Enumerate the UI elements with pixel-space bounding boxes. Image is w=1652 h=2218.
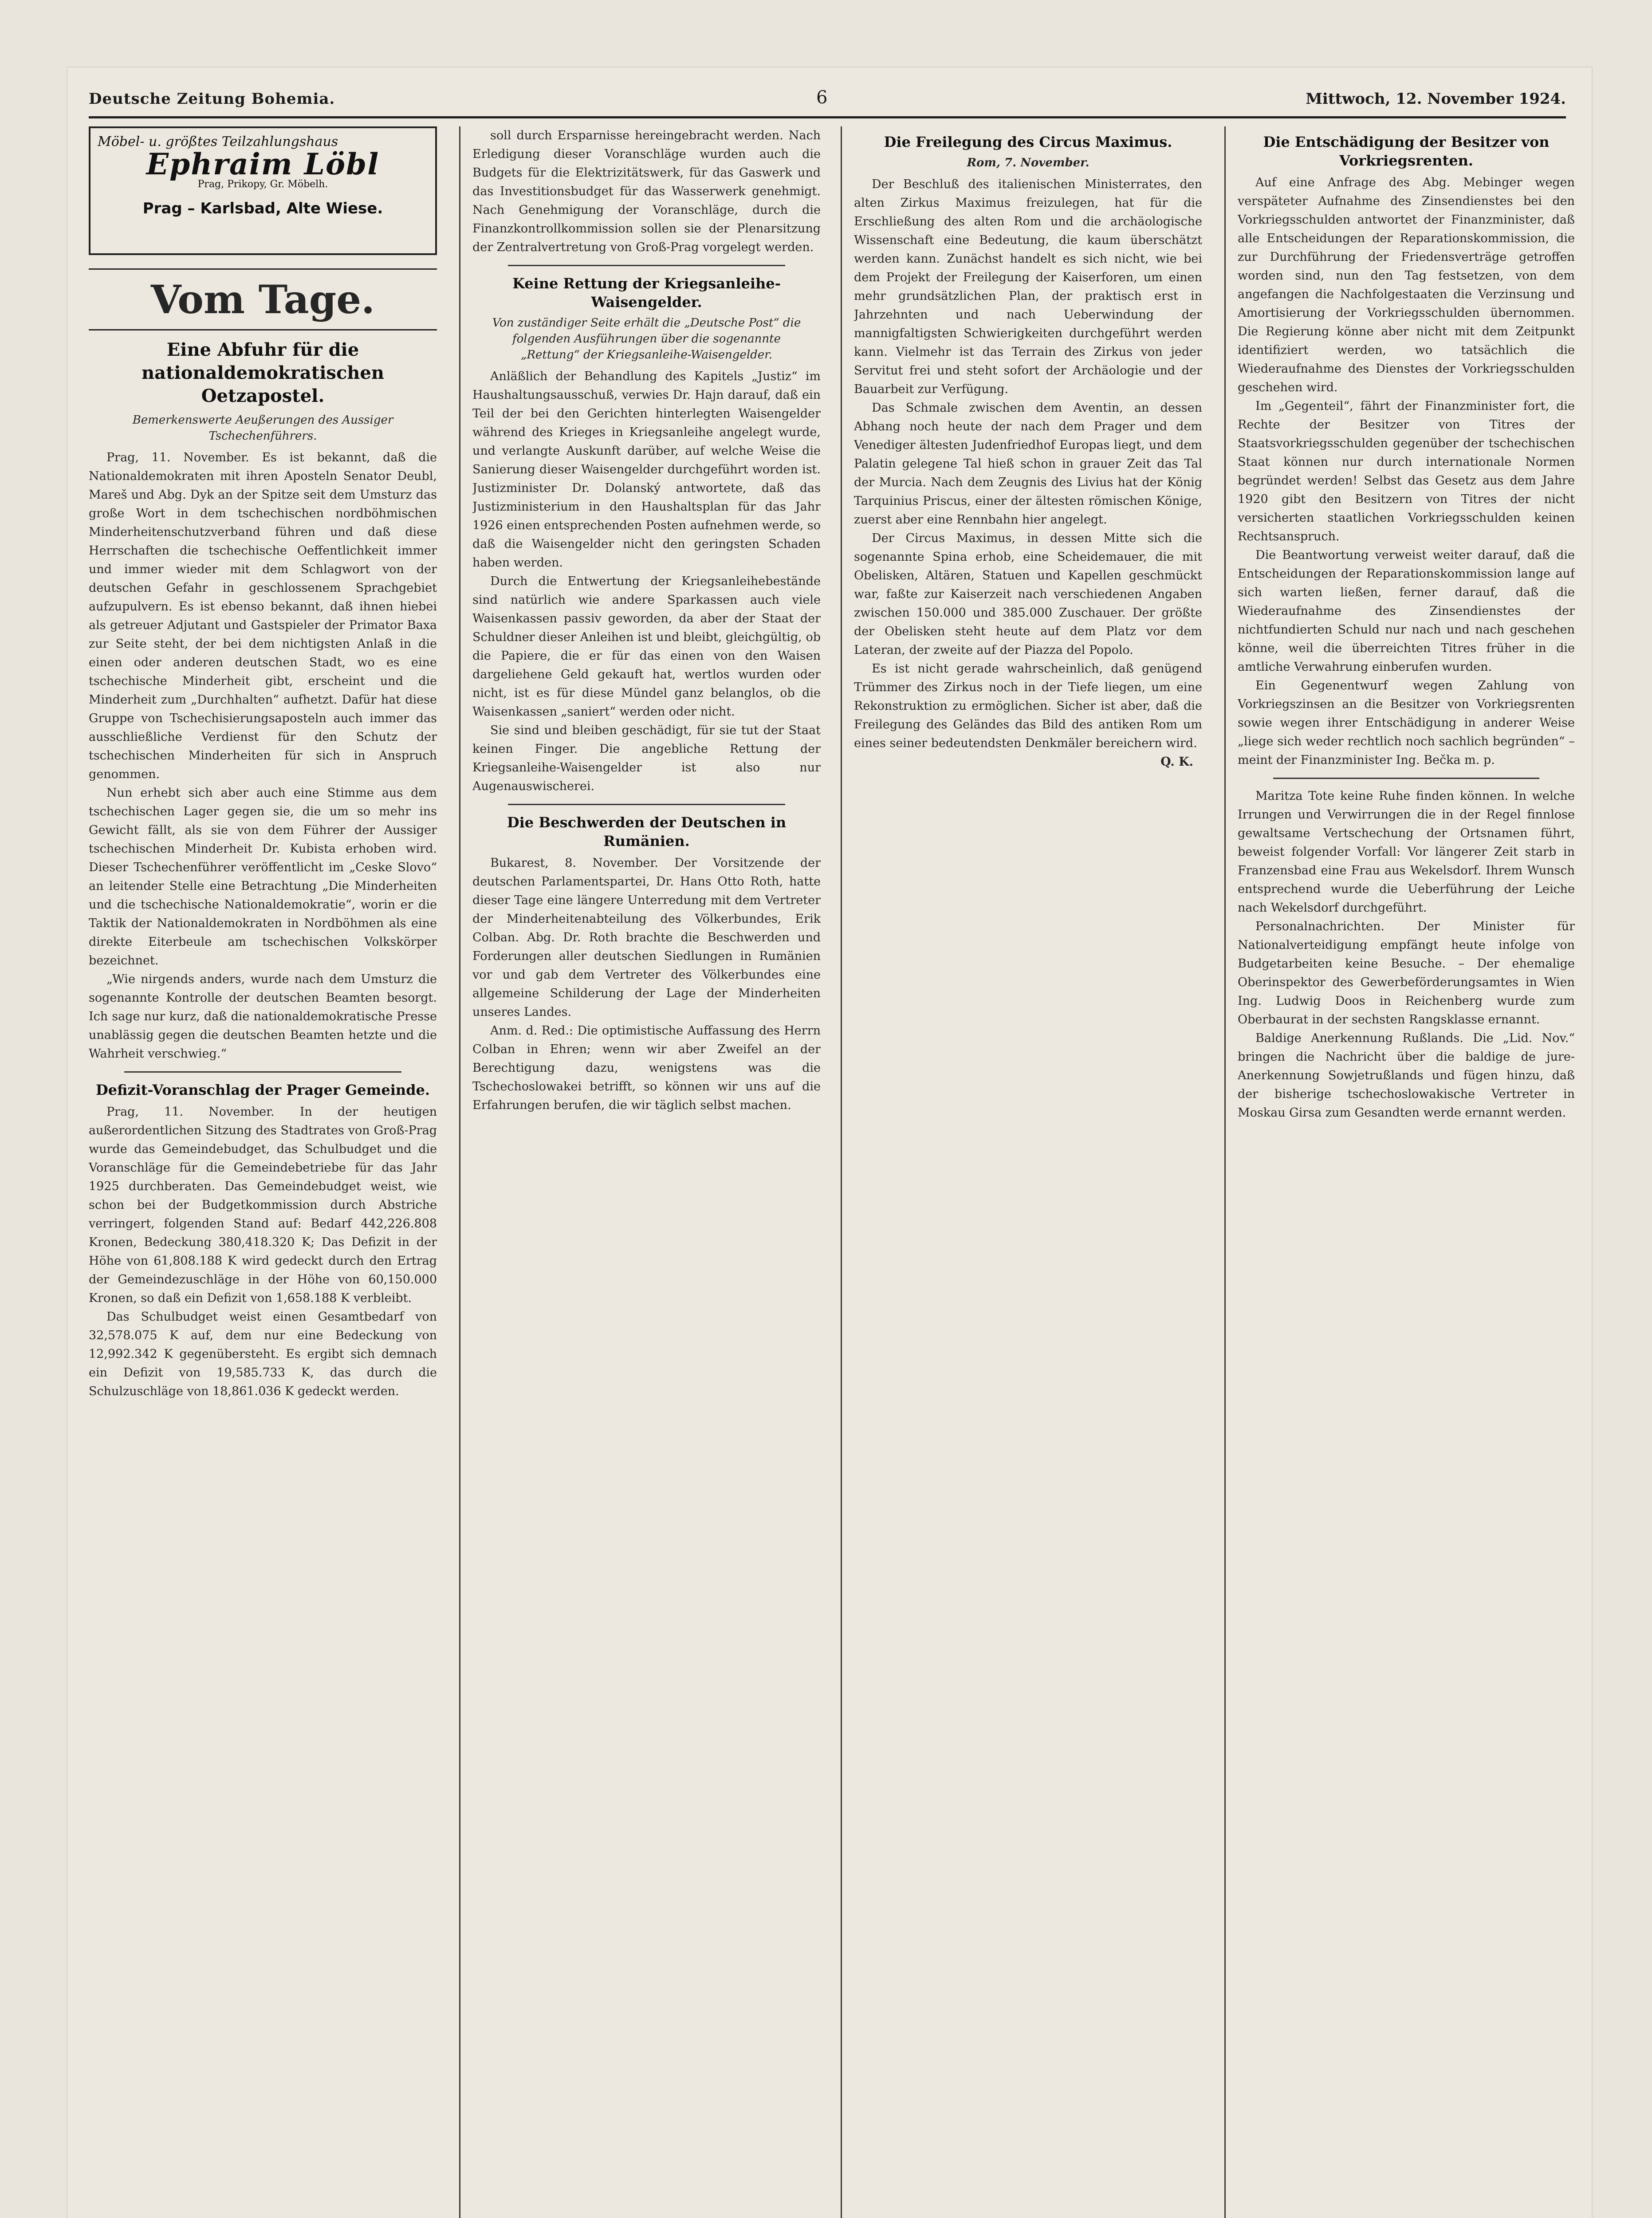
article-paragraph: Ein Gegenentwurf wegen Zahlung von Vorkriegszinsen an die Besitzer von Vorkriegsrenten sowie wegen ihrer Entschädigung in anderer Weise „liege sich weder rechtlich noch sachlich begründen“ – meint der Finanzminister Ing. Bečka m. p. [1238, 679, 1575, 767]
article-paragraph: Im „Gegenteil“, fährt der Finanzminister fort, die Rechte der Besitzer von Titres der Staatsvorkriegsschulden gegenüber der tschechischen Staat können nur durch internationale Normen begründet werden! Selbst das Gesetz aus dem Jahre 1920 gibt den Besitzern von Titres der nicht versicherten staatlichen Vorkriegsschulden keinen Rechtsanspruch. [1238, 399, 1575, 543]
article-paragraph: Die Beantwortung verweist weiter darauf, daß die Entscheidungen der Reparationskommission lange auf sich warten ließen, ferner darauf, daß die Wiederaufnahme des Zinsendienstes der nichtfundierten Schuld nur nach und nach geschehen könne, weil die überreichten Titres früher in die amtliche Verwahrung einberufen wurden. [1238, 548, 1575, 674]
article-paragraph: Anläßlich der Behandlung des Kapitels „Justiz“ im Haushaltungsausschuß, verwies Dr. Hajn darauf, daß ein Teil der bei den Gerichten hinterlegten Waisengelder während des Krieges in Kriegsanleihe angelegt wurde, und verlangte Auskunft darüber, auf welche Weise die Sanierung dieser Waisengelder durchgeführt worden ist. Justizminister Dr. Dolanský antwortete, daß das Justizministerium in den Haushaltsplan für das Jahr 1926 einen entsprechenden Posten aufnehmen werde, so daß die Waisengelder nicht den geringsten Schaden haben werden. [472, 370, 821, 570]
article-paragraph: Durch die Entwertung der Kriegsanleihebestände sind natürlich wie andere Sparkassen auch viele Waisenkassen passiv geworden, da aber der Staat der Schuldner dieser Anleihen ist und bleibt, gleichgültig, ob die Papiere, die er für das einen von den Waisen dargeliehene Geld gekauft hat, wertlos wurden oder nicht, ist es für diese Mündel ganz belanglos, ob die Waisenkassen „saniert“ werden oder nicht. [472, 574, 821, 719]
advertisement [89, 126, 437, 255]
article-headline: Defizit-Voranschlag der Prager Gemeinde. [95, 1081, 430, 1098]
column-divider [459, 126, 460, 2218]
article-dateline: Rom, 7. November. [967, 156, 1090, 169]
article-separator [508, 265, 785, 266]
column-1 [89, 126, 437, 2218]
article-paragraph: Prag, 11. November. In der heutigen außerordentlichen Sitzung des Stadtrates von Groß-Prag wurde das Gemeindebudget, das Schulbudget und die Voranschläge für die Gemeindebetriebe für das Jahr 1925 durchberaten. Das Gemeindebudget weist, wie schon bei der Budgetkommission durch Abstriche verringert, folgenden Stand auf: Bedarf 442,226.808 Kronen, Bedeckung 380,418.320 K; Das Defizit in der Höhe von 61,808.188 K wird gedeckt durch den Ertrag der Gemeindezuschläge in der Höhe von 60,150.000 Kronen, so daß ein Defizit von 1,658.188 K verbleibt. [89, 1105, 437, 1305]
article-paragraph: Anm. d. Red.: Die optimistische Auffassung des Herrn Colban in Ehren; wenn wir aber Zweifel an der Berechtigung dazu, wenigstens was die Tschechoslowakei betrifft, so können wir uns auf die Erfahrungen berufen, die wir täglich selbst machen. [472, 1024, 821, 1112]
article-separator [1273, 778, 1539, 779]
article-subheadline: Von zuständiger Seite erhält die „Deutsche Post“ die folgenden Ausführungen über die sogenannte „Rettung“ der Kriegsanleihe-Waisengelder. [492, 316, 801, 362]
article-paragraph: Der Beschluß des italienischen Ministerrates, den alten Zirkus Maximus freizulegen, hat für die Erschließung des alten Rom und die archäologische Wissenschaft eine Bedeutung, die kaum überschätzt werden kann. Zunächst handelt es sich nicht, wie bei dem Projekt der Freilegung der Kaiserforen, um einen mehr grundsätzlichen Plan, der praktisch erst in Jahrzehnten und nach Ueberwindung der mannigfaltigsten Schwierigkeiten durchgeführt werden kann. Vielmehr ist das Terrain des Zirkus von jeder Servitut frei und steht sofort der Archäologie und der Bauarbeit zur Verfügung. [854, 177, 1202, 396]
article-headline: Die Entschädigung der Besitzer von Vorkriegsrenten. [1263, 134, 1550, 169]
article-headline: Die Freilegung des Circus Maximus. [884, 134, 1172, 150]
article-subheadline: Bemerkenswerte Aeußerungen des Aussiger Tschechenführers. [132, 413, 393, 443]
news-item: Maritza Tote keine Ruhe finden können. In welche Irrungen und Verwirrungen die in der Regel finnlose gewaltsame Vertschechung der Ortsnamen führt, beweist folgender Vorfall: Vor längerer Zeit starb in Franzensbad eine Frau aus Wekelsdorf. Ihrem Wunsch entsprechend wurde die Ueberführung der Leiche nach Wekelsdorf durchgeführt. [1238, 789, 1575, 915]
issue-date: Mittwoch, 12. November 1924. [1306, 90, 1566, 108]
news-item: Baldige Anerkennung Rußlands. Die „Lid. Nov.“ bringen die Nachricht über die baldige de jure-Anerkennung Sowjetrußlands und fügen hinzu, daß der bisherige tschechoslowakische Vertreter in Moskau Girsa zum Gesandten werde ernannt werden. [1238, 1031, 1575, 1120]
article-paragraph: Das Schmale zwischen dem Aventin, an dessen Abhang noch heute der nach dem Prager und dem Venediger ältesten Judenfriedhof Europas liegt, und dem Palatin gelegene Tal hieß schon in grauer Zeit das Tal der Murcia. Nach dem Zeugnis des Livius hat der König Tarquinius Priscus, einer der ältesten römischen Könige, zuerst aber eine Rennbahn hier angelegt. [854, 401, 1202, 527]
article-headline: Keine Rettung der Kriegsanleihe-Waisengelder. [512, 275, 781, 311]
page-number: 6 [816, 87, 828, 108]
article-paragraph: „Wie nirgends anders, wurde nach dem Umsturz die sogenannte Kontrolle der deutschen Beamten besorgt. Ich sage nur kurz, daß die nationaldemokratische Presse unablässig gegen die deutschen Beamten hetzte und die Wahrheit verschwieg.“ [89, 972, 437, 1061]
article-paragraph: Es ist nicht gerade wahrscheinlich, daß genügend Trümmer des Zirkus noch in der Tiefe liegen, um eine Rekonstruktion zu ermöglichen. Sicher ist aber, daß die Freilegung des Geländes das Bild des antiken Rom um eines seiner bedeutendsten Denkmäler bereichern wird. [854, 662, 1202, 750]
ad-company-name: Ephraim Löbl [146, 147, 380, 181]
article-paragraph: Sie sind und bleiben geschädigt, für sie tut der Staat keinen Finger. Die angebliche Rettung der Kriegsanleihe-Waisengelder ist also nur Augenauswischerei. [472, 724, 821, 793]
article-paragraph: soll durch Ersparnisse hereingebracht werden. Nach Erledigung dieser Voranschläge wurden auch die Budgets für die Elektrizitätswerk, für das Gaswerk und das Investitionsbudget für das Wasserwerk genehmigt. Nach Genehmigung der Voranschläge, durch die Finanzkontrollkommission sollen sie der Plenarsitzung der Zentralvertretung von Groß-Prag vorgelegt werden. [472, 129, 821, 254]
article-separator [508, 804, 785, 805]
ad-subline: Prag, Prikopy, Gr. Möbelh. [197, 179, 328, 190]
column-divider [1224, 126, 1226, 2218]
article-separator [124, 1071, 401, 1073]
header-rule [89, 116, 1566, 118]
page-header [89, 87, 1566, 118]
article-paragraph: Nun erhebt sich aber auch eine Stimme aus dem tschechischen Lager gegen sie, die um so mehr ins Gewicht fällt, als sie von dem Führer der Aussiger tschechischen Minderheit Dr. Kubista erhoben wird. Dieser Tschechenführer veröffentlicht im „Ceske Slovo“ an leitender Stelle eine Betrachtung „Die Minderheiten und die tschechische Nationaldemokratie“, worin er die Taktik der Nationaldemokraten in Nordböhmen als eine direkte Eiterbeule am tschechischen Volkskörper bezeichnet. [89, 786, 437, 967]
article-paragraph: Das Schulbudget weist einen Gesamtbedarf von 32,578.075 K auf, dem nur eine Bedeckung von 12,992.342 K gegenübersteht. Es ergibt sich demnach ein Defizit von 19,585.733 K, das durch die Schulzuschläge von 18,861.036 K gedeckt werden. [89, 1310, 437, 1398]
article-signature: Q. K. [1160, 755, 1193, 769]
column-4 [1238, 126, 1575, 2218]
column-divider [841, 126, 842, 2218]
article-headline: Die Beschwerden der Deutschen in Rumänien. [507, 814, 787, 849]
article-headline: Eine Abfuhr für die nationaldemokratischen Oetzapostel. [142, 339, 384, 406]
column-3 [854, 126, 1202, 2218]
article-paragraph: Auf eine Anfrage des Abg. Mebinger wegen verspäteter Aufnahme des Zinsendienstes bei den Vorkriegsschulden antwortet der Finanzminister, daß alle Entscheidungen der Reparationskommission, die zur Durchführung der Friedensverträge getroffen worden sind, nun den Tag festsetzen, von dem angefangen die Nachfolgestaaten die Verzinsung und Amortisierung der Vorkriegsschulden übernommen. Die Regierung könne aber nicht mit dem Zeitpunkt identifiziert werden, wo tatsächlich die Wiederaufnahme des Dienstes der Vorkriegsschulden geschehen wird. [1238, 176, 1575, 394]
column-2 [472, 126, 821, 2218]
article-paragraph: Prag, 11. November. Es ist bekannt, daß die Nationaldemokraten mit ihren Aposteln Senator Deubl, Mareš und Abg. Dyk an der Spitze seit dem Umsturz das große Wort in dem tschechischen nordböhmischen Minderheitenschutzverband führen und daß diese Herrschaften die tschechische Oeffentlichkeit immer und immer wieder mit dem Schlagwort von der deutschen Gefahr in geschlossenem Sprachgebiet aufzupulvern. Es ist ebenso bekannt, daß ihnen hiebei als getreuer Adjutant und Gastspieler der Primator Baxa zur Seite steht, der bei dem nichtigsten Anlaß in die einen oder anderen deutschen Stadt, wo es eine tschechische Minderheit gibt, erscheint und die Minderheit zum „Durchhalten“ aufhetzt. Dafür hat diese Gruppe von Tschechisierungsaposteln auch immer das ausschließliche Verdienst für den Schutz der tschechischen Minderheiten für sich in Anspruch genommen. [89, 451, 437, 781]
article-paragraph: Der Circus Maximus, in dessen Mitte sich die sogenannte Spina erhob, eine Scheidemauer, die mit Obelisken, Altären, Statuen und Kapellen geschmückt war, faßte zur Kaiserzeit nach verschiedenen Angaben zwischen 150.000 und 385.000 Zuschauer. Der größte der Obelisken steht heute auf dem Platz vor dem Lateran, der zweite auf der Piazza del Popolo. [854, 531, 1202, 657]
section-masthead: Vom Tage. [89, 268, 437, 330]
news-item: Personalnachrichten. Der Minister für Nationalverteidigung empfängt heute infolge von Budgetarbeiten keine Besuche. – Der ehemalige Oberinspektor des Gewerbeförderungsamtes in Wien Ing. Ludwig Doos in Reichenberg wurde zum Oberbaurat in der sechsten Rangsklasse ernannt. [1238, 920, 1575, 1026]
newspaper-title: Deutsche Zeitung Bohemia. [89, 90, 335, 108]
article-paragraph: Bukarest, 8. November. Der Vorsitzende der deutschen Parlamentspartei, Dr. Hans Otto Roth, hatte dieser Tage eine längere Unterredung mit dem Vertreter der Minderheitenabteilung des Völkerbundes, Erik Colban. Abg. Dr. Roth brachte die Beschwerden und Forderungen aller deutschen Siedlungen in Rumänien vor und gab dem Vertreter des Völkerbundes eine allgemeine Schilderung der Lage der Minderheiten unseres Landes. [472, 856, 821, 1019]
ad-tagline: Möbel- u. größtes Teilzahlungshaus [98, 134, 338, 149]
ad-address: Prag – Karlsbad, Alte Wiese. [142, 200, 383, 217]
